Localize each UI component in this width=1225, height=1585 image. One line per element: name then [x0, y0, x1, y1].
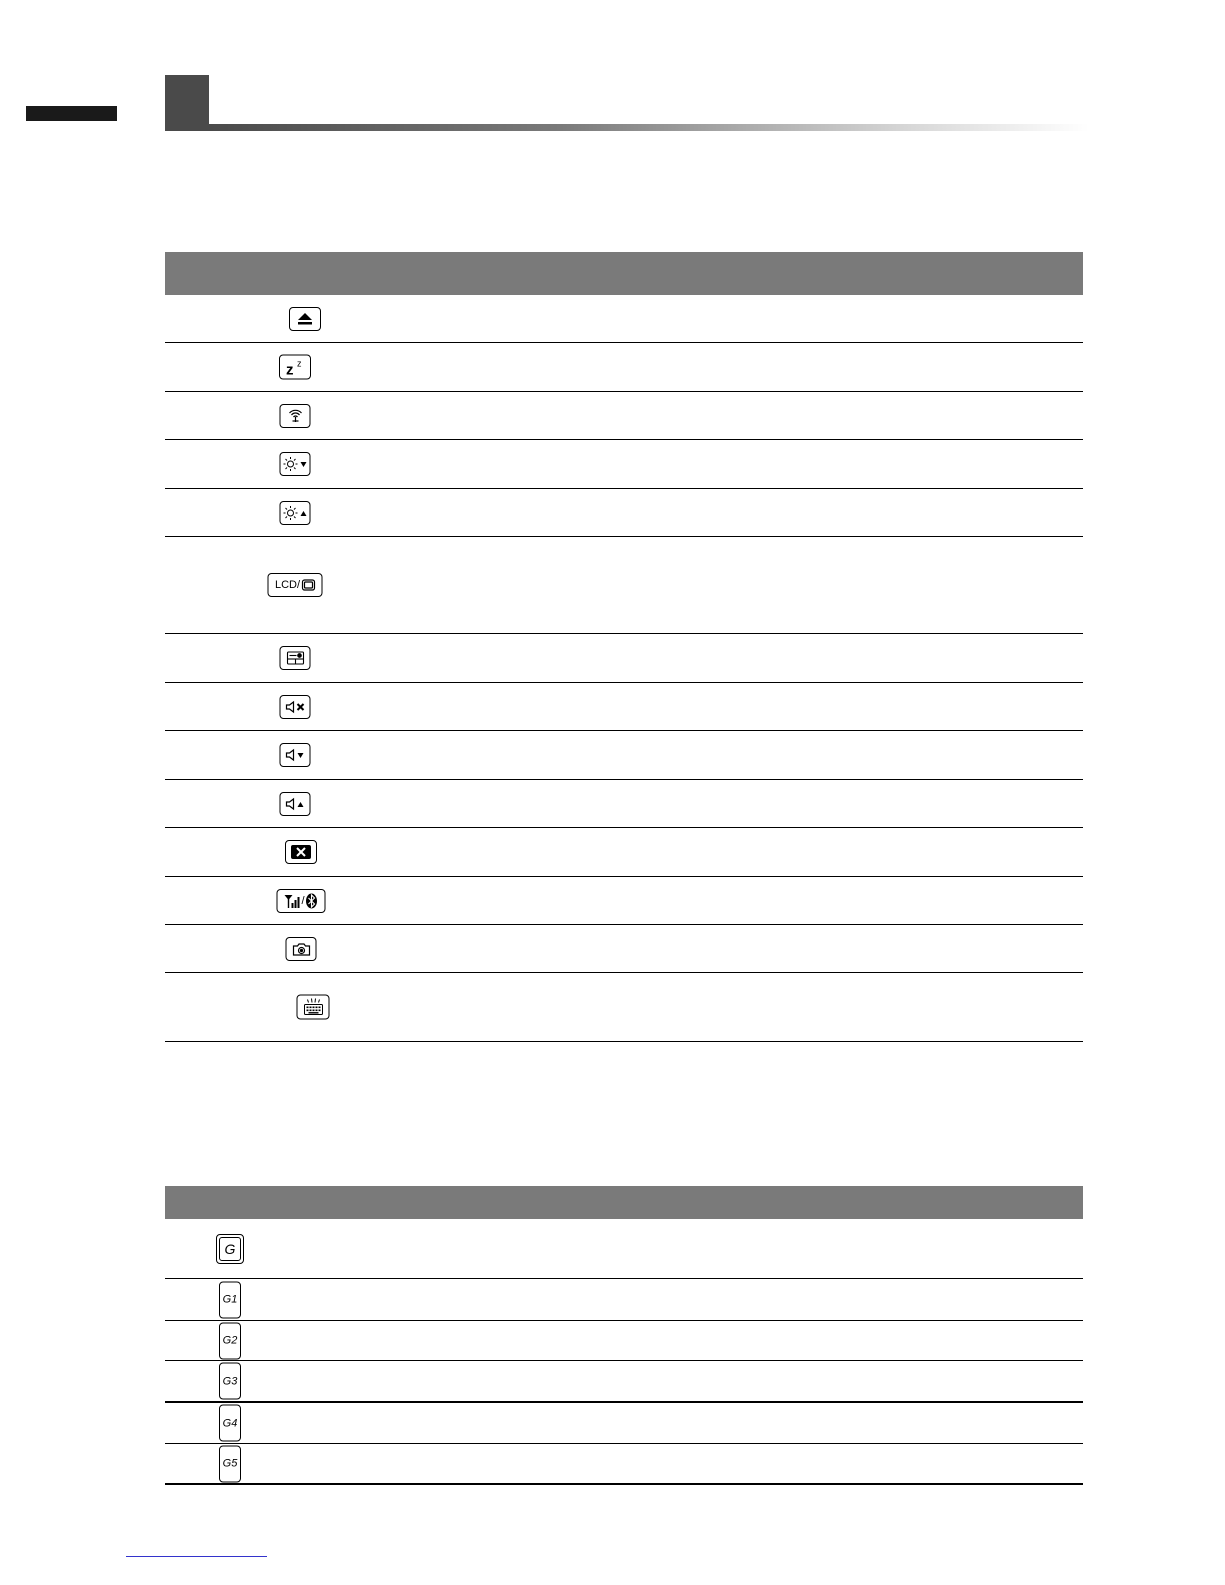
- touchpad-toggle-icon: [280, 646, 311, 670]
- table-row: [165, 828, 1083, 877]
- gaming-table-header: [165, 1186, 1083, 1219]
- table-row: [165, 537, 1083, 634]
- eject-icon: [289, 307, 321, 331]
- table-row: [165, 683, 1083, 731]
- table-row: [165, 1279, 1083, 1321]
- chapter-banner-line: [209, 124, 1089, 131]
- table-row: [165, 925, 1083, 973]
- table-row: [165, 1219, 1083, 1279]
- table-row: [165, 392, 1083, 440]
- g-key-label: G: [219, 1237, 241, 1261]
- footer-link-underline[interactable]: [126, 1556, 267, 1557]
- g1-key-icon: G1: [219, 1281, 241, 1318]
- lcd-label: LCD/: [274, 579, 301, 591]
- brightness-up-icon: [280, 501, 311, 525]
- table-row: [165, 731, 1083, 780]
- g2-key-icon: G2: [219, 1322, 241, 1359]
- hotkey-table-header: [165, 252, 1083, 295]
- table-row: [165, 780, 1083, 828]
- table-row: [165, 1403, 1083, 1444]
- brightness-down-icon: [280, 452, 311, 476]
- camera-icon: [286, 937, 317, 961]
- table-row: [165, 634, 1083, 683]
- volume-up-icon: [280, 792, 311, 816]
- table-row: [165, 1321, 1083, 1361]
- volume-down-icon: [280, 743, 311, 767]
- table-row: [165, 1444, 1083, 1485]
- display-switch-icon: [268, 573, 323, 597]
- svg-text:z: z: [297, 358, 302, 368]
- wireless-bluetooth-icon: [277, 889, 326, 913]
- table-row: [165, 440, 1083, 489]
- g4-key-icon: G4: [219, 1405, 241, 1442]
- table-row: [165, 973, 1083, 1042]
- chapter-banner-block: [165, 75, 209, 131]
- sleep-icon: [279, 355, 311, 380]
- mute-icon: [280, 695, 311, 719]
- airplane-mode-icon: [280, 404, 311, 428]
- svg-text:z: z: [286, 361, 294, 376]
- table-row: [165, 343, 1083, 392]
- table-row: [165, 1361, 1083, 1403]
- table-row: [165, 295, 1083, 343]
- g-key-icon: [216, 1234, 244, 1264]
- g5-key-icon: G5: [219, 1445, 241, 1482]
- section-marker: [26, 106, 117, 121]
- separator-slash: /: [301, 894, 305, 907]
- close-key-icon: [285, 840, 317, 864]
- g3-key-icon: G3: [219, 1363, 241, 1400]
- keyboard-backlight-icon: [297, 995, 330, 1020]
- table-row: [165, 877, 1083, 925]
- table-row: [165, 489, 1083, 537]
